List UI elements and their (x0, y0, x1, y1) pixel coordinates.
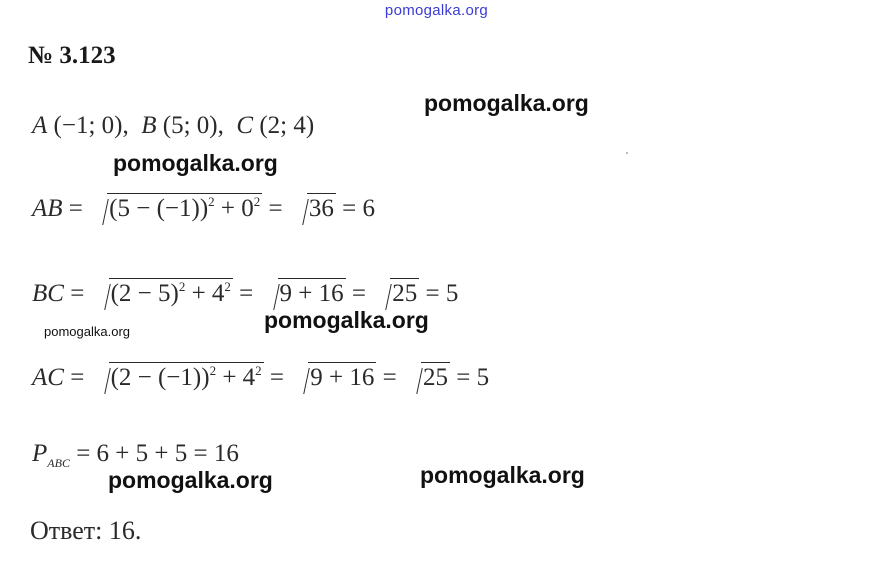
ab-sqrt-value (291, 193, 336, 224)
ac-lhs: AC (32, 364, 64, 391)
ac-eq3: = (382, 364, 397, 391)
ab-result: = 6 (342, 195, 375, 222)
ab-lhs: AB (32, 195, 63, 222)
perimeter-symbol: P (32, 440, 48, 467)
ac-eq2: = (269, 364, 285, 391)
ac-root-val: 25 (423, 364, 448, 391)
ab-radicand: (5 − (−1)) (109, 195, 209, 222)
perimeter-expression: = 6 + 5 + 5 = 16 (76, 440, 239, 467)
ab-root-val: 36 (308, 195, 334, 222)
point-b-label: B (141, 112, 157, 139)
ac-result: = 5 (456, 364, 490, 391)
answer-line: Ответ: 16. (30, 516, 142, 545)
ab-eq: = (68, 195, 83, 222)
bc-exp2: 2 (224, 279, 231, 294)
ab-exp1: 2 (208, 194, 215, 209)
top-watermark: pomogalka.org (384, 2, 489, 19)
ab-exp2: 2 (253, 194, 261, 209)
bc-sqrt-value (374, 278, 419, 309)
ac-sqrt-main (93, 362, 264, 393)
watermark-small: pomogalka.org (44, 324, 130, 339)
stray-dot (626, 152, 628, 154)
ac-radicand: (2 − (−1)) (110, 364, 210, 391)
bc-plus: + 4 (185, 280, 225, 307)
ab-plus: + 0 (214, 195, 254, 222)
bc-eq3: = (351, 280, 366, 307)
point-c-label: C (236, 112, 254, 139)
bc-sqrt-main (93, 278, 233, 309)
perimeter-formula (32, 440, 239, 468)
ac-eq: = (70, 364, 85, 391)
ac-root-sum: 9 + 16 (310, 364, 375, 391)
watermark: pomogalka.org (424, 90, 589, 116)
ac-plus: + 4 (216, 364, 256, 391)
bc-eq2: = (239, 280, 254, 307)
ac-sqrt-sum (292, 362, 376, 393)
bc-result: = 5 (425, 280, 459, 307)
bc-root-sum: 9 + 16 (279, 280, 344, 307)
bc-radicand: (2 − 5) (110, 280, 179, 307)
ac-exp1: 2 (209, 363, 217, 378)
watermark: pomogalka.org (420, 462, 585, 488)
bc-sqrt-sum (262, 278, 346, 309)
ac-exp2: 2 (255, 363, 262, 378)
point-c-coords: (2; 4) (259, 112, 315, 139)
bc-lhs: BC (32, 280, 64, 307)
bc-eq: = (70, 280, 85, 307)
point-a-label: A (32, 112, 48, 139)
point-a-coords: (−1; 0), (53, 112, 129, 139)
ac-sqrt-value (405, 362, 450, 393)
point-b-coords: (5; 0), (162, 112, 224, 139)
points-line (32, 112, 314, 140)
bc-root-val: 25 (392, 280, 418, 307)
watermark: pomogalka.org (108, 467, 273, 493)
watermark: pomogalka.org (264, 307, 429, 333)
ab-formula (32, 193, 375, 224)
perimeter-subscript: ABC (47, 456, 70, 470)
watermark: pomogalka.org (113, 150, 278, 176)
bc-exp1: 2 (178, 279, 186, 294)
bc-formula (32, 278, 458, 309)
problem-title: № 3.123 (28, 42, 116, 69)
ab-sqrt-main (91, 193, 262, 224)
ac-formula (32, 362, 489, 393)
ab-eq2: = (268, 195, 283, 222)
